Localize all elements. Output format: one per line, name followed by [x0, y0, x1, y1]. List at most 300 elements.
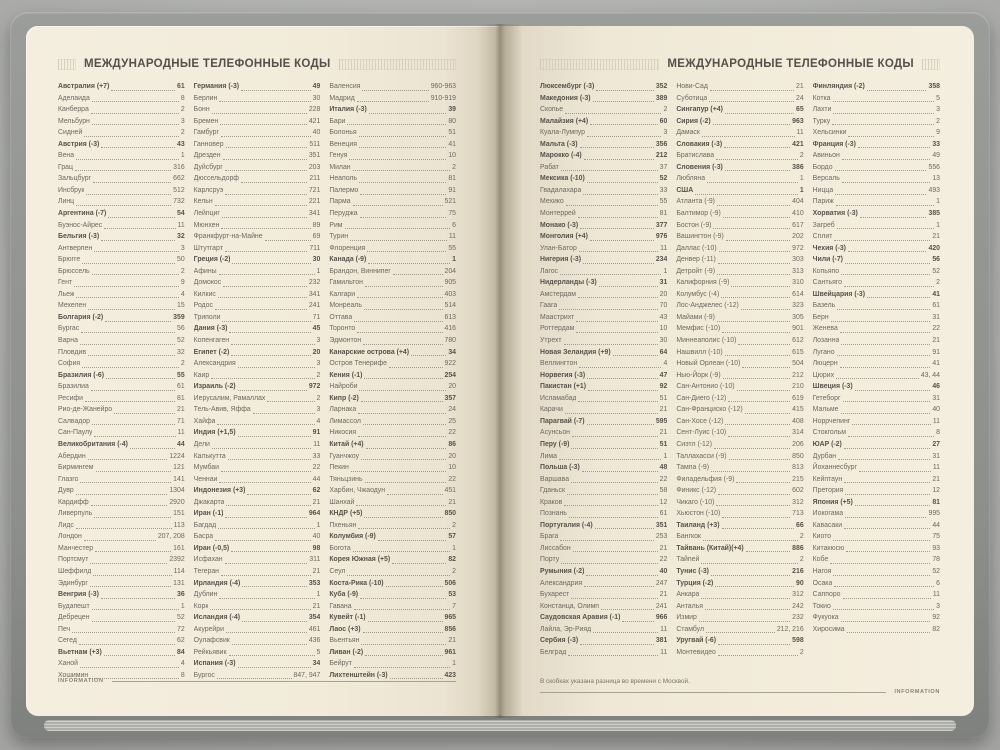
place-name: Остров Тенерифе	[329, 360, 388, 368]
phone-code-row	[813, 485, 940, 497]
phone-code-value: 141	[173, 475, 185, 483]
dot-leader	[225, 162, 307, 172]
dot-leader	[231, 335, 314, 345]
dot-leader	[705, 601, 790, 611]
dot-leader	[848, 127, 934, 137]
place-name: Монтевидео	[676, 648, 716, 656]
dot-leader	[88, 451, 168, 461]
dot-leader	[350, 231, 447, 241]
place-name: Детройт (-9)	[676, 267, 716, 275]
dot-leader	[358, 404, 446, 414]
dot-leader	[90, 554, 167, 564]
phone-code-value: 30	[312, 256, 321, 264]
dot-leader	[709, 93, 794, 103]
place-name: Лейпциг	[193, 210, 220, 218]
dot-leader	[716, 150, 798, 160]
place-name: Канада (-9)	[329, 256, 367, 264]
dot-leader	[567, 485, 658, 495]
phone-code-row	[813, 601, 940, 613]
phone-code-row	[58, 566, 185, 578]
dot-leader	[701, 554, 797, 564]
place-name: Рабат	[540, 163, 559, 171]
phone-code-value: 11	[932, 464, 940, 472]
phone-code-row	[194, 404, 321, 416]
dot-leader	[737, 381, 791, 391]
dot-leader	[738, 335, 790, 345]
phone-code-value: 9	[180, 279, 185, 287]
dot-leader	[728, 393, 790, 403]
phone-code-row	[676, 427, 803, 439]
dot-leader	[724, 139, 790, 149]
dot-leader	[745, 404, 791, 414]
dot-leader	[93, 173, 171, 183]
phone-code-row	[329, 497, 456, 509]
place-name: Карачи	[540, 406, 563, 414]
dot-leader	[80, 658, 179, 668]
phone-code-row	[58, 474, 185, 486]
phone-code-value: 43	[177, 140, 185, 148]
dot-leader	[218, 520, 314, 530]
place-name: Пхеньян	[329, 521, 357, 529]
phone-code-row	[540, 404, 667, 416]
phone-code-value: 41	[448, 140, 456, 148]
place-name: Тегеран	[193, 567, 219, 575]
dot-leader	[76, 150, 179, 160]
phone-code-row	[676, 647, 803, 659]
phone-code-row	[813, 347, 940, 359]
phone-code-columns	[58, 81, 456, 685]
phone-code-value: 5	[936, 94, 940, 102]
phone-code-row	[58, 635, 185, 647]
dot-leader	[72, 624, 175, 634]
dot-leader	[365, 474, 447, 484]
phone-code-row	[813, 589, 940, 601]
dot-leader	[725, 416, 790, 426]
phone-code-row	[676, 624, 803, 636]
dot-leader	[716, 497, 790, 507]
phone-code-row	[58, 116, 185, 128]
place-name: Малайзия (+4)	[540, 117, 589, 125]
phone-code-row	[329, 150, 456, 162]
phone-code-row	[813, 474, 940, 486]
dot-leader	[92, 612, 175, 622]
phone-code-row	[58, 277, 185, 289]
place-name: Триполи	[193, 313, 221, 321]
phone-code-value: 234	[655, 256, 668, 264]
phone-code-row	[540, 612, 667, 624]
place-name: Токио	[812, 602, 831, 610]
footer-rule	[540, 692, 886, 693]
phone-code-value: 316	[173, 163, 185, 171]
dot-leader	[848, 243, 927, 253]
place-name: Хиросима	[812, 625, 845, 633]
phone-code-value: 54	[177, 210, 185, 218]
phone-code-value: 385	[928, 210, 940, 218]
place-name: Бонн	[193, 106, 210, 114]
place-name: Хошимин	[58, 671, 89, 679]
phone-code-row	[540, 335, 667, 347]
phone-code-value: 61	[177, 83, 185, 90]
place-name: Джакарта	[193, 498, 225, 506]
phone-code-row	[540, 323, 667, 335]
phone-code-value: 11	[660, 244, 668, 252]
place-name: Дублин	[193, 591, 218, 599]
dot-leader	[359, 173, 446, 183]
dot-leader	[104, 647, 175, 657]
place-name: Дели	[193, 440, 210, 448]
dot-leader	[593, 93, 654, 103]
phone-code-value: 203	[308, 163, 321, 171]
phone-code-value: 81	[177, 394, 185, 402]
phone-code-row	[676, 381, 803, 393]
page-title: МЕЖДУНАРОДНЫЕ ТЕЛЕФОННЫЕ КОДЫ	[84, 58, 331, 70]
place-name: Пекин	[329, 464, 349, 472]
left-page	[26, 26, 500, 716]
phone-code-row	[58, 208, 185, 220]
dot-leader	[231, 347, 310, 357]
phone-code-value: 21	[659, 544, 668, 552]
place-name: Япония (+5)	[812, 498, 853, 506]
phone-code-value: 232	[792, 614, 804, 622]
phone-code-value: 241	[308, 302, 321, 310]
phone-code-row	[676, 601, 803, 613]
phone-code-row	[58, 150, 185, 162]
place-name: Вена	[58, 152, 75, 160]
phone-code-value: 40	[312, 533, 321, 541]
phone-code-value: 55	[659, 198, 668, 206]
phone-code-value: 10	[659, 325, 668, 333]
phone-code-value: 92	[932, 614, 940, 622]
phone-code-row	[676, 150, 803, 162]
phone-code-row	[58, 185, 185, 197]
place-name: Портсмут	[58, 556, 89, 564]
phone-code-value: 62	[312, 487, 321, 495]
dot-leader	[84, 531, 156, 541]
place-name: Израиль (-2)	[193, 383, 236, 391]
phone-code-value: 21	[932, 475, 940, 483]
right-page-footer	[540, 678, 940, 700]
dot-leader	[847, 624, 931, 634]
phone-code-row	[58, 231, 185, 243]
phone-code-value: 7	[452, 602, 456, 610]
dot-leader	[699, 612, 790, 622]
place-name: Дурбан	[812, 452, 837, 460]
right-page	[500, 26, 974, 716]
phone-code-value: 241	[655, 602, 668, 610]
phone-code-value: 905	[444, 279, 456, 287]
dot-leader	[366, 439, 447, 449]
hatch-bar-icon	[922, 59, 940, 70]
phone-code-value: 242	[792, 602, 804, 610]
phone-code-value: 71	[312, 313, 321, 321]
phone-code-row	[540, 485, 667, 497]
place-name: Турин	[329, 233, 349, 241]
dot-leader	[852, 416, 931, 426]
dot-leader	[746, 543, 791, 553]
dot-leader	[858, 139, 930, 149]
place-name: Гамбург	[193, 129, 220, 137]
place-name: Исламабад	[540, 394, 577, 402]
dot-leader	[613, 347, 658, 357]
dot-leader	[595, 520, 654, 530]
phone-code-row	[58, 358, 185, 370]
place-name: Норвегия (-3)	[540, 371, 586, 379]
place-name: Чили (-7)	[812, 256, 843, 264]
phone-code-row	[329, 404, 456, 416]
phone-code-value: 32	[177, 348, 185, 356]
place-name: Бургос	[193, 671, 215, 679]
phone-code-row	[58, 578, 185, 590]
phone-code-value: 976	[655, 233, 668, 241]
place-name: Сан-Хосе (-12)	[676, 417, 724, 425]
dot-leader	[701, 589, 790, 599]
phone-code-row	[540, 578, 667, 590]
place-name: Куба (-9)	[329, 591, 359, 599]
phone-code-row	[58, 624, 185, 636]
phone-code-value: 4	[180, 660, 185, 668]
dot-leader	[80, 335, 175, 345]
phone-code-value: 354	[308, 614, 321, 622]
phone-code-value: 3	[316, 406, 321, 414]
dot-leader	[717, 312, 790, 322]
dot-leader	[578, 289, 658, 299]
place-name: Берлин	[193, 94, 218, 102]
phone-code-row	[58, 289, 185, 301]
place-name: Аделаида	[58, 94, 90, 102]
dot-leader	[92, 93, 179, 103]
phone-code-row	[329, 104, 456, 116]
phone-code-row	[58, 370, 185, 382]
phone-code-row	[813, 624, 940, 636]
phone-code-value: 21	[177, 406, 185, 414]
dot-leader	[845, 485, 930, 495]
phone-code-row	[194, 266, 321, 278]
dot-leader	[584, 150, 654, 160]
phone-code-value: 11	[177, 221, 185, 229]
phone-code-row	[676, 243, 803, 255]
phone-code-row	[194, 81, 321, 93]
phone-code-value: 1	[316, 521, 321, 529]
dot-leader	[94, 508, 171, 518]
dot-leader	[587, 370, 658, 380]
place-name: Монтеррей	[540, 210, 576, 218]
phone-code-value: 3	[316, 337, 321, 345]
phone-code-value: 353	[308, 579, 321, 587]
dot-leader	[75, 162, 171, 172]
phone-code-value: 514	[444, 302, 456, 310]
place-name: Тель-Авив, Яффа	[193, 406, 251, 414]
place-name: Афины	[193, 267, 217, 275]
place-name: Бангкок	[676, 533, 701, 541]
place-name: Кения (-1)	[329, 371, 363, 379]
place-name: Сан-Диего (-12)	[676, 394, 727, 402]
phone-code-value: 52	[659, 175, 668, 183]
place-name: Парма	[329, 198, 351, 206]
phone-code-row	[540, 427, 667, 439]
dot-leader	[582, 462, 658, 472]
phone-code-value: 253	[655, 533, 668, 541]
phone-code-value: 961	[444, 648, 456, 656]
phone-code-value: 31	[932, 394, 940, 402]
dot-leader	[584, 578, 654, 588]
place-name: Неаполь	[329, 175, 358, 183]
place-name: Манчестер	[58, 544, 94, 552]
place-name: КНДР (+5)	[329, 510, 363, 518]
phone-code-value: 51	[448, 129, 456, 137]
dot-leader	[225, 243, 307, 253]
dot-leader	[845, 508, 926, 518]
dot-leader	[361, 451, 446, 461]
phone-code-value: 11	[796, 129, 804, 137]
phone-code-row	[540, 474, 667, 486]
dot-leader	[578, 208, 658, 218]
phone-code-value: 49	[932, 152, 940, 160]
place-name: Канберра	[58, 106, 89, 114]
phone-code-row	[813, 578, 940, 590]
phone-code-row	[813, 416, 940, 428]
dot-leader	[221, 127, 311, 137]
place-name: Бургас	[58, 325, 80, 333]
phone-code-row	[813, 520, 940, 532]
phone-code-value: 2	[452, 567, 456, 575]
dot-leader	[354, 601, 451, 611]
dot-leader	[599, 277, 658, 287]
phone-code-value: 33	[932, 140, 940, 148]
phone-code-row	[540, 543, 667, 555]
phone-code-value: 4	[663, 360, 668, 368]
place-name: Дюссельдорф	[193, 175, 239, 183]
phone-code-value: 81	[659, 210, 668, 218]
dot-leader	[92, 416, 175, 426]
phone-code-row	[813, 566, 940, 578]
place-name: Лугано	[812, 348, 835, 356]
dot-leader	[222, 312, 310, 322]
phone-code-value: 21	[659, 429, 668, 437]
phone-code-value: 377	[655, 221, 668, 229]
phone-code-row	[58, 243, 185, 255]
place-name: Парагвай (-7)	[540, 417, 585, 425]
place-name: Багдад	[193, 521, 217, 529]
place-name: Будапешт	[58, 602, 90, 610]
dot-leader	[590, 116, 658, 126]
dot-leader	[253, 404, 315, 414]
phone-code-value: 21	[448, 498, 456, 506]
phone-code-row	[676, 393, 803, 405]
place-name: Брюгге	[58, 256, 81, 264]
phone-code-row	[329, 300, 456, 312]
phone-code-row	[329, 658, 456, 670]
phone-code-value: 40	[312, 129, 321, 137]
phone-code-row	[540, 254, 667, 266]
place-name: София	[58, 360, 81, 368]
phone-code-row	[540, 93, 667, 105]
phone-code-value: 1	[452, 256, 456, 264]
dot-leader	[742, 358, 790, 368]
phone-code-value: 2392	[169, 556, 185, 564]
phone-code-value: 91	[312, 429, 321, 437]
phone-code-row	[676, 566, 803, 578]
phone-code-row	[813, 312, 940, 324]
phone-code-row	[329, 612, 456, 624]
place-name: Ресифи	[58, 394, 83, 402]
dot-leader	[215, 300, 307, 310]
place-name: Чикаго (-10)	[676, 498, 715, 506]
place-name: Дания (-3)	[193, 325, 228, 333]
phone-code-row	[540, 116, 667, 128]
place-name: Уругвай (-6)	[676, 637, 717, 645]
place-name: Претория	[812, 487, 844, 495]
place-name: Килкис	[193, 290, 216, 298]
place-name: Никосия	[329, 429, 357, 437]
place-name: Нью-Йорк (-9)	[676, 371, 721, 379]
phone-code-row	[58, 104, 185, 116]
phone-code-row	[329, 266, 456, 278]
phone-code-value: 84	[177, 648, 185, 656]
phone-code-value: 341	[308, 210, 321, 218]
dot-leader	[215, 196, 307, 206]
place-name: Великобритания (-4)	[58, 440, 128, 448]
phone-code-row	[676, 208, 803, 220]
dot-leader	[566, 196, 658, 206]
phone-code-row	[329, 439, 456, 451]
place-name: Таиланд (+3)	[676, 521, 720, 529]
dot-leader	[362, 81, 428, 91]
dot-leader	[848, 427, 934, 437]
dot-leader	[212, 439, 311, 449]
place-name: Колумбус (-4)	[676, 290, 720, 298]
phone-code-row	[58, 139, 185, 151]
dot-leader	[92, 601, 179, 611]
phone-code-row	[194, 624, 321, 636]
dot-leader	[231, 543, 310, 553]
place-name: Тайпей	[676, 556, 700, 564]
phone-code-value: 21	[448, 637, 456, 645]
dot-leader	[353, 162, 451, 172]
dot-leader	[725, 104, 794, 114]
dot-leader	[364, 300, 443, 310]
phone-code-value: 2	[180, 267, 185, 275]
phone-code-row	[58, 127, 185, 139]
dot-leader	[622, 612, 653, 622]
dot-leader	[81, 323, 175, 333]
dot-leader	[211, 370, 314, 380]
place-name: Денвер (-11)	[676, 256, 716, 264]
phone-code-value: 48	[659, 464, 668, 472]
phone-code-row	[58, 393, 185, 405]
phone-code-value: 901	[792, 325, 804, 333]
place-name: Лимассол	[329, 417, 361, 425]
phone-code-value: 780	[444, 337, 456, 345]
dot-leader	[265, 231, 311, 241]
phone-code-row	[329, 358, 456, 370]
dot-leader	[723, 208, 790, 218]
place-name: Лихтенштейн (-3)	[329, 671, 388, 679]
place-name: Белград	[540, 648, 567, 656]
phone-code-row	[676, 173, 803, 185]
phone-code-value: 206	[792, 440, 804, 448]
phone-code-value: 813	[792, 464, 804, 472]
place-name: Флоренция	[329, 244, 366, 252]
phone-code-row	[58, 323, 185, 335]
footer-label: INFORMATION	[894, 689, 940, 695]
dot-leader	[559, 451, 662, 461]
place-name: Стокгольм	[812, 429, 846, 437]
phone-code-value: 131	[173, 579, 185, 587]
dot-leader	[719, 243, 791, 253]
dot-leader	[725, 162, 790, 172]
column-6	[813, 81, 940, 685]
phone-code-row	[194, 612, 321, 624]
